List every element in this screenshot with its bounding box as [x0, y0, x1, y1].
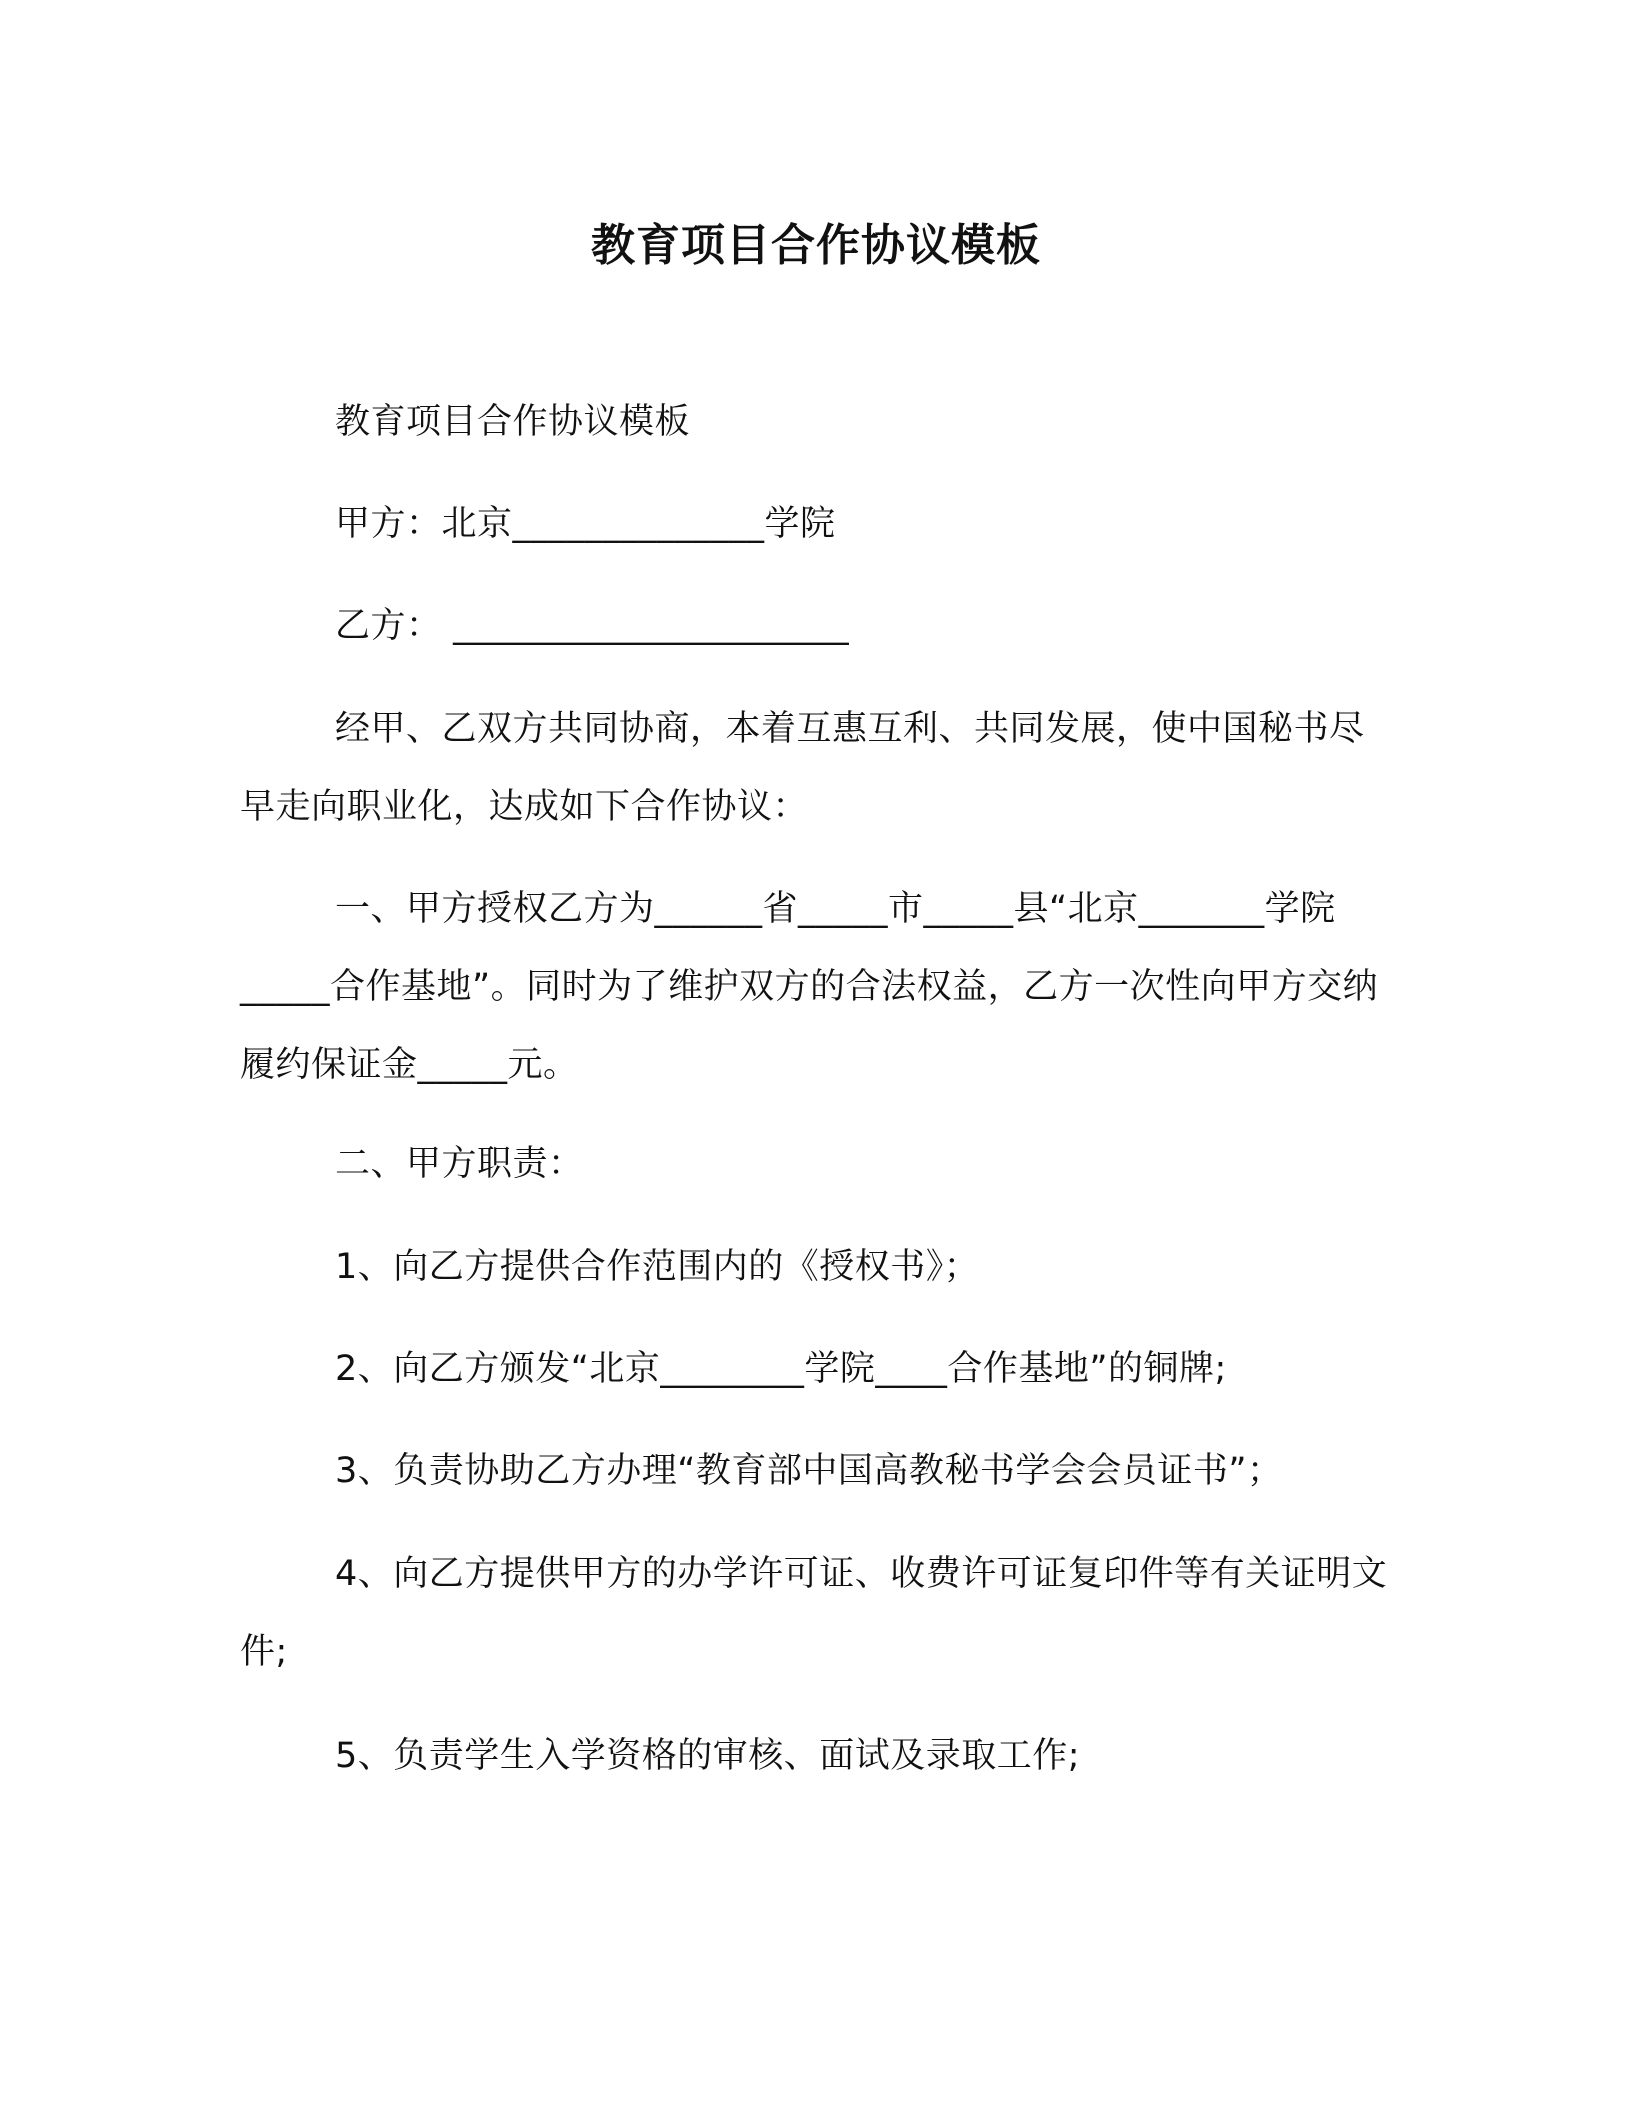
list-item: 1、向乙方提供合作范围内的《授权书》；: [335, 1247, 980, 1287]
list-item: 5、负责学生入学资格的审核、面试及录取工作;: [335, 1736, 1081, 1776]
party-b-line: 乙方： ______________________: [335, 606, 850, 646]
list-item: 3、负责协助乙方办理“教育部中国高教秘书学会会员证书”；: [335, 1451, 1283, 1491]
list-item: 2、向乙方颁发“北京________学院____合作基地”的铜牌;: [335, 1349, 1227, 1389]
intro-paragraph: 经甲、乙双方共同协商，本着互惠互利、共同发展，使中国秘书尽早走向职业化，达成如下合作协议：: [240, 709, 1365, 827]
document-subtitle: 教育项目合作协议模板: [335, 402, 691, 442]
clause-1-paragraph: 一、甲方授权乙方为______省_____市_____县“北京_______学院_____合作基地”。同时为了维护双方的合法权益，乙方一次性向甲方交纳履约保证金_____元。: [240, 889, 1379, 1085]
clause-2-heading: 二、甲方职责：: [335, 1144, 584, 1184]
list-item: 4、向乙方提供甲方的办学许可证、收费许可证复印件等有关证明文件;: [240, 1554, 1388, 1672]
party-a-line: 甲方：北京______________学院: [335, 504, 836, 544]
document-title: 教育项目合作协议模板: [591, 220, 1041, 271]
